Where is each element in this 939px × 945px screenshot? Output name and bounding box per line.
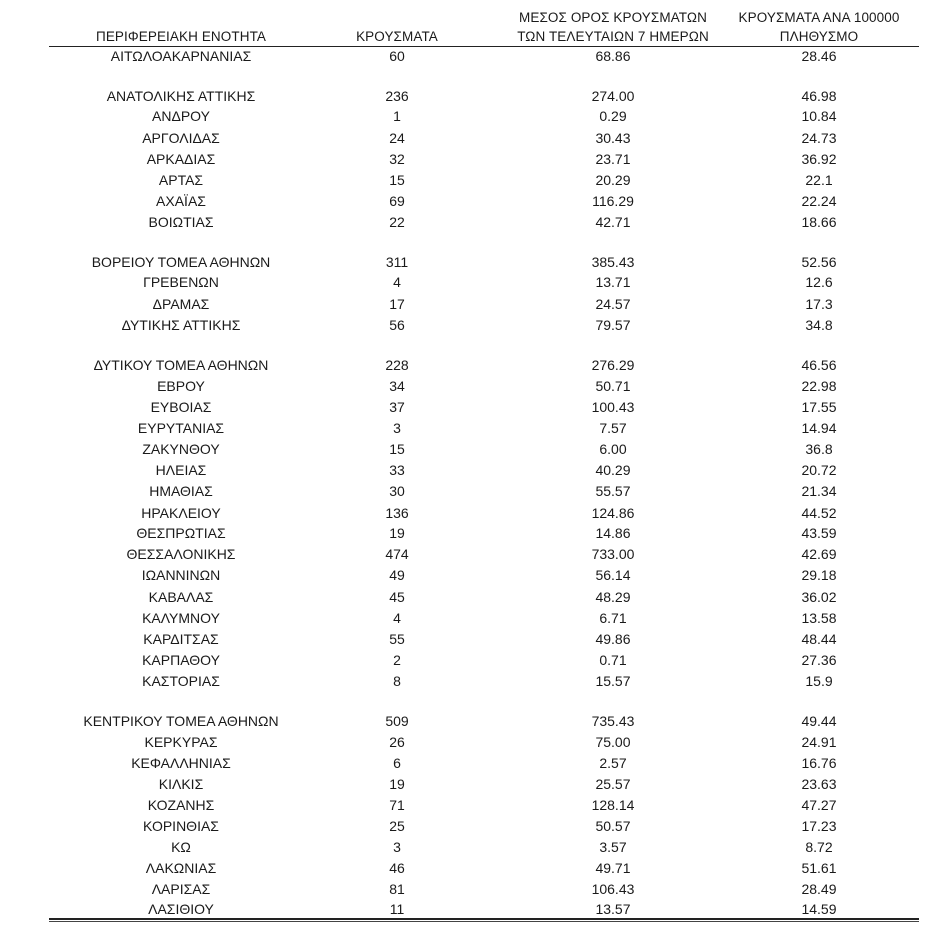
cell-region: ΖΑΚΥΝΘΟΥ	[142, 441, 220, 457]
cell-cases-per-100k: 17.23	[801, 818, 837, 834]
table-bottom-border	[49, 918, 919, 920]
cell-seven-day-average: 0.29	[599, 108, 627, 124]
cell-cases-per-100k: 14.94	[801, 420, 837, 436]
cell-cases: 30	[389, 483, 405, 499]
cell-region: ΚΙΛΚΙΣ	[158, 776, 204, 792]
table-row	[49, 774, 919, 794]
table-row	[49, 294, 919, 314]
table-row	[49, 128, 919, 148]
table-row	[49, 106, 919, 126]
cell-seven-day-average: 7.57	[599, 420, 627, 436]
cell-region: ΑΙΤΩΛΟΑΚΑΡΝΑΝΙΑΣ	[110, 48, 252, 64]
cell-region: ΔΥΤΙΚΟΥ ΤΟΜΕΑ ΑΘΗΝΩΝ	[93, 357, 269, 373]
cell-cases-per-100k: 22.24	[801, 193, 837, 209]
cell-seven-day-average: 50.57	[595, 818, 631, 834]
table-row	[49, 86, 919, 106]
cell-cases: 81	[389, 881, 405, 897]
header-cases-per-100k	[719, 8, 919, 46]
cell-seven-day-average: 56.14	[595, 567, 631, 583]
header-region	[49, 27, 313, 46]
cell-region: ΓΡΕΒΕΝΩΝ	[143, 274, 219, 290]
table-row	[49, 879, 919, 899]
table-row	[49, 587, 919, 607]
table-row	[49, 418, 919, 438]
cell-seven-day-average: 274.00	[591, 88, 635, 104]
table-row	[49, 899, 919, 919]
cell-region: ΚΑΡΔΙΤΣΑΣ	[143, 631, 219, 647]
table-row	[49, 191, 919, 211]
table-row	[49, 355, 919, 375]
cell-seven-day-average: 49.86	[595, 631, 631, 647]
cell-seven-day-average: 3.57	[599, 839, 627, 855]
cell-cases: 19	[389, 525, 405, 541]
cell-cases-per-100k: 17.3	[805, 296, 833, 312]
cell-cases: 32	[389, 151, 405, 167]
table-row	[49, 816, 919, 836]
cell-cases: 311	[385, 254, 409, 270]
cell-region: ΕΒΡΟΥ	[157, 378, 205, 394]
cell-region: ΑΝΑΤΟΛΙΚΗΣ ΑΤΤΙΚΗΣ	[106, 88, 256, 104]
cell-cases-per-100k: 48.44	[801, 631, 837, 647]
table-row	[49, 711, 919, 731]
table-row	[49, 795, 919, 815]
cell-cases: 15	[389, 441, 405, 457]
cell-seven-day-average: 13.71	[595, 274, 631, 290]
cell-seven-day-average: 30.43	[595, 130, 631, 146]
table-row	[49, 170, 919, 190]
cell-cases: 25	[389, 818, 405, 834]
header-cases-label: ΚΡΟΥΣΜΑΤΑ	[356, 29, 438, 44]
table-row	[49, 732, 919, 752]
cell-cases: 6	[393, 755, 401, 771]
table-row	[49, 460, 919, 480]
cell-region: ΚΕΦΑΛΛΗΝΙΑΣ	[131, 755, 231, 771]
cell-cases: 228	[385, 357, 409, 373]
cell-region: ΑΡΚΑΔΙΑΣ	[146, 151, 216, 167]
cell-seven-day-average: 116.29	[592, 193, 634, 209]
cell-region: ΚΑΣΤΟΡΙΑΣ	[142, 673, 220, 689]
cell-seven-day-average: 2.57	[599, 755, 627, 771]
cell-seven-day-average: 23.71	[595, 151, 631, 167]
table-row	[49, 481, 919, 501]
cell-cases: 33	[389, 462, 405, 478]
cell-cases-per-100k: 46.98	[801, 88, 837, 104]
cell-cases-per-100k: 29.18	[801, 567, 837, 583]
cell-seven-day-average: 385.43	[591, 254, 635, 270]
table-row	[49, 212, 919, 232]
cell-region: ΚΑΒΑΛΑΣ	[148, 589, 214, 605]
cell-cases-per-100k: 10.84	[801, 108, 837, 124]
cell-seven-day-average: 68.86	[595, 48, 631, 64]
cell-region: ΗΡΑΚΛΕΙΟΥ	[141, 505, 221, 521]
cell-region: ΚΑΡΠΑΘΟΥ	[142, 652, 220, 668]
cell-region: ΔΡΑΜΑΣ	[152, 296, 210, 312]
header-seven-day-average	[481, 8, 745, 46]
cell-region: ΚΑΛΥΜΝΟΥ	[142, 610, 220, 626]
cell-cases-per-100k: 36.8	[805, 441, 833, 457]
table-row	[49, 46, 919, 66]
cell-cases-per-100k: 28.46	[801, 48, 837, 64]
cell-cases-per-100k: 42.69	[801, 546, 837, 562]
cell-region: ΚΕΡΚΥΡΑΣ	[144, 734, 218, 750]
cell-cases-per-100k: 12.6	[805, 274, 833, 290]
cell-cases: 3	[393, 420, 401, 436]
cell-cases: 46	[389, 860, 405, 876]
cell-cases-per-100k: 14.59	[801, 901, 837, 917]
cell-cases: 71	[389, 797, 405, 813]
cell-cases-per-100k: 52.56	[801, 254, 837, 270]
cell-seven-day-average: 50.71	[595, 378, 631, 394]
cell-region: ΔΥΤΙΚΗΣ ΑΤΤΙΚΗΣ	[121, 317, 241, 333]
cell-seven-day-average: 13.57	[595, 901, 631, 917]
covid-cases-table	[49, 0, 919, 917]
header-average-line-1: ΜΕΣΟΣ ΟΡΟΣ ΚΡΟΥΣΜΑΤΩΝ	[519, 10, 707, 25]
header-per100k-line-2: ΠΛΗΘΥΣΜΟ	[779, 29, 859, 44]
cell-cases: 474	[385, 546, 409, 562]
cell-cases-per-100k: 28.49	[801, 881, 837, 897]
cell-cases: 26	[389, 734, 405, 750]
cell-seven-day-average: 106.43	[591, 881, 635, 897]
cell-cases-per-100k: 36.92	[801, 151, 837, 167]
cell-seven-day-average: 15.57	[595, 673, 631, 689]
cell-region: ΑΝΔΡΟΥ	[152, 108, 210, 124]
cell-cases: 24	[389, 130, 405, 146]
cell-cases-per-100k: 13.58	[801, 610, 837, 626]
cell-cases: 509	[385, 713, 409, 729]
cell-seven-day-average: 75.00	[595, 734, 631, 750]
cell-cases: 69	[389, 193, 405, 209]
cell-cases: 56	[389, 317, 405, 333]
cell-region: ΘΕΣΣΑΛΟΝΙΚΗΣ	[126, 546, 236, 562]
cell-cases-per-100k: 27.36	[801, 652, 837, 668]
cell-seven-day-average: 128.14	[591, 797, 635, 813]
cell-cases-per-100k: 36.02	[801, 589, 837, 605]
cell-cases-per-100k: 15.9	[805, 673, 833, 689]
cell-region: ΚΕΝΤΡΙΚΟΥ ΤΟΜΕΑ ΑΘΗΝΩΝ	[83, 713, 279, 729]
cell-cases: 37	[389, 399, 405, 415]
cell-cases: 2	[393, 652, 401, 668]
cell-seven-day-average: 25.57	[595, 776, 631, 792]
cell-seven-day-average: 6.71	[599, 610, 627, 626]
header-cases	[313, 27, 481, 46]
cell-cases-per-100k: 16.76	[801, 755, 837, 771]
table-row	[49, 272, 919, 292]
cell-seven-day-average: 55.57	[595, 483, 631, 499]
cell-seven-day-average: 100.43	[591, 399, 635, 415]
cell-cases: 3	[393, 839, 401, 855]
cell-region: ΛΑΚΩΝΙΑΣ	[145, 860, 217, 876]
cell-seven-day-average: 735.43	[591, 713, 635, 729]
cell-cases: 4	[393, 610, 401, 626]
table-row	[49, 149, 919, 169]
table-row	[49, 837, 919, 857]
cell-region: ΙΩΑΝΝΙΝΩΝ	[141, 567, 221, 583]
cell-seven-day-average: 42.71	[595, 214, 631, 230]
table-row	[49, 503, 919, 523]
table-row	[49, 608, 919, 628]
cell-region: ΑΧΑΪΑΣ	[156, 193, 206, 209]
cell-region: ΛΑΡΙΣΑΣ	[151, 881, 211, 897]
table-row	[49, 376, 919, 396]
cell-cases: 15	[389, 172, 405, 188]
table-row	[49, 650, 919, 670]
cell-cases-per-100k: 46.56	[801, 357, 837, 373]
table-row	[49, 397, 919, 417]
table-row	[49, 252, 919, 272]
cell-cases: 49	[389, 567, 405, 583]
cell-cases: 236	[385, 88, 409, 104]
cell-cases: 8	[393, 673, 401, 689]
header-region-label: ΠΕΡΙΦΕΡΕΙΑΚΗ ΕΝΟΤΗΤΑ	[95, 29, 267, 44]
cell-region: ΑΡΓΟΛΙΔΑΣ	[142, 130, 220, 146]
cell-region: ΒΟΙΩΤΙΑΣ	[148, 214, 214, 230]
cell-cases: 11	[389, 901, 405, 917]
table-row	[49, 629, 919, 649]
cell-cases-per-100k: 23.63	[801, 776, 837, 792]
cell-region: ΗΜΑΘΙΑΣ	[149, 483, 213, 499]
cell-cases-per-100k: 21.34	[801, 483, 837, 499]
cell-region: ΕΥΒΟΙΑΣ	[150, 399, 212, 415]
table-row	[49, 439, 919, 459]
cell-cases-per-100k: 22.1	[805, 172, 833, 188]
table-row	[49, 671, 919, 691]
cell-seven-day-average: 40.29	[595, 462, 631, 478]
cell-cases: 22	[389, 214, 405, 230]
cell-seven-day-average: 124.86	[591, 505, 635, 521]
cell-cases-per-100k: 22.98	[801, 378, 837, 394]
cell-cases: 60	[389, 48, 405, 64]
cell-cases: 1	[393, 108, 401, 124]
cell-cases-per-100k: 49.44	[801, 713, 837, 729]
cell-seven-day-average: 20.29	[595, 172, 631, 188]
table-row	[49, 315, 919, 335]
cell-seven-day-average: 276.29	[591, 357, 635, 373]
cell-seven-day-average: 0.71	[599, 652, 627, 668]
header-per100k-line-1: ΚΡΟΥΣΜΑΤΑ ΑΝΑ 100000	[738, 10, 900, 25]
cell-cases: 19	[389, 776, 405, 792]
cell-region: ΗΛΕΙΑΣ	[155, 462, 207, 478]
cell-region: ΚΟΖΑΝΗΣ	[147, 797, 215, 813]
cell-cases-per-100k: 8.72	[805, 839, 833, 855]
cell-cases-per-100k: 51.61	[801, 860, 837, 876]
cell-region: ΒΟΡΕΙΟΥ ΤΟΜΕΑ ΑΘΗΝΩΝ	[91, 254, 271, 270]
cell-cases-per-100k: 20.72	[801, 462, 837, 478]
cell-region: ΚΩ	[171, 839, 191, 855]
table-row	[49, 523, 919, 543]
cell-seven-day-average: 733.00	[591, 546, 635, 562]
table-row	[49, 753, 919, 773]
table-row	[49, 565, 919, 585]
table-header	[49, 0, 919, 46]
cell-region: ΕΥΡΥΤΑΝΙΑΣ	[137, 420, 225, 436]
cell-region: ΑΡΤΑΣ	[158, 172, 204, 188]
cell-cases-per-100k: 44.52	[801, 505, 837, 521]
cell-cases-per-100k: 18.66	[801, 214, 837, 230]
cell-cases-per-100k: 34.8	[805, 317, 833, 333]
cell-seven-day-average: 48.29	[595, 589, 631, 605]
cell-cases-per-100k: 24.91	[801, 734, 837, 750]
cell-seven-day-average: 6.00	[599, 441, 627, 457]
cell-region: ΘΕΣΠΡΩΤΙΑΣ	[136, 525, 226, 541]
cell-cases: 17	[389, 296, 405, 312]
cell-seven-day-average: 79.57	[595, 317, 631, 333]
cell-cases-per-100k: 24.73	[801, 130, 837, 146]
cell-seven-day-average: 24.57	[595, 296, 631, 312]
cell-cases: 34	[389, 378, 405, 394]
table-bottom-border-inner	[49, 921, 919, 922]
cell-seven-day-average: 14.86	[595, 525, 631, 541]
cell-region: ΚΟΡΙΝΘΙΑΣ	[143, 818, 219, 834]
cell-cases: 55	[389, 631, 405, 647]
cell-cases-per-100k: 43.59	[801, 525, 837, 541]
cell-cases: 136	[385, 505, 409, 521]
table-row	[49, 544, 919, 564]
cell-region: ΛΑΣΙΘΙΟΥ	[148, 901, 214, 917]
cell-cases-per-100k: 47.27	[801, 797, 837, 813]
cell-cases: 45	[389, 589, 405, 605]
cell-seven-day-average: 49.71	[595, 860, 631, 876]
table-row	[49, 858, 919, 878]
header-average-line-2: ΤΩΝ ΤΕΛΕΥΤΑΙΩΝ 7 ΗΜΕΡΩΝ	[517, 29, 709, 44]
cell-cases: 4	[393, 274, 401, 290]
cell-cases-per-100k: 17.55	[801, 399, 837, 415]
